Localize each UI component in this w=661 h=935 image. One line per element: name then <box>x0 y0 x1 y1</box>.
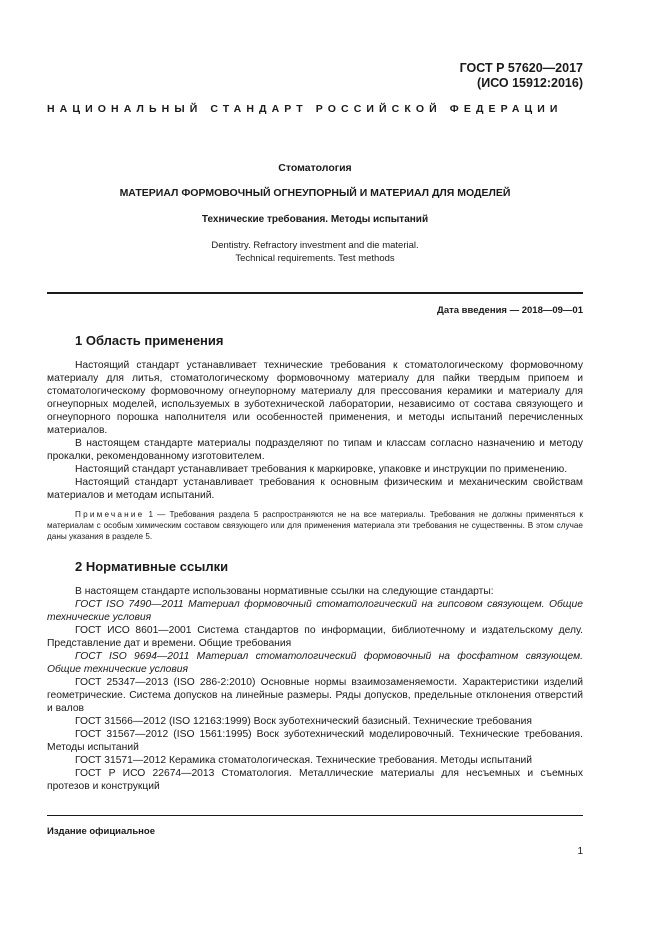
reference-item: ГОСТ 31566—2012 (ISO 12163:1999) Воск зуботехнический базисный. Технические требования <box>75 716 532 727</box>
reference-item: ГОСТ 25347—2013 (ISO 286-2:2010) Основные нормы взаимозаменяемости. Характеристики изделий геометрические. Система допусков на линейные размеры. Ряды допусков, предельные отклонения отверстий и валов <box>47 677 583 714</box>
reference-item: ГОСТ ISO 9694—2011 Материал стоматологический формовочный на фосфатном связующем. Общие технические условия <box>47 651 583 675</box>
paragraph: Настоящий стандарт устанавливает требования к основным физическим и механическим свойствам материалов и методам испытаний. <box>47 477 583 501</box>
standard-code: ГОСТ Р 57620—2017 <box>459 61 583 75</box>
english-title-line2: Technical requirements. Test methods <box>235 253 395 264</box>
field-title: Стоматология <box>278 162 352 174</box>
reference-item: ГОСТ Р ИСО 22674—2013 Стоматология. Металлические материалы для несъемных и съемных протезов и конструкций <box>47 768 583 792</box>
national-standard-title: НАЦИОНАЛЬНЫЙ СТАНДАРТ РОССИЙСКОЙ ФЕДЕРАЦИИ <box>47 103 563 115</box>
paragraph: В настоящем стандарте использованы нормативные ссылки на следующие стандарты: <box>75 586 494 597</box>
official-edition-label: Издание официальное <box>47 826 155 837</box>
section-1-body <box>47 359 583 502</box>
section-1-heading: 1 Область применения <box>75 333 224 348</box>
reference-item: ГОСТ ISO 7490—2011 Материал формовочный стоматологический на гипсовом связующем. Общие технические условия <box>47 599 583 623</box>
paragraph: В настоящем стандарте материалы подразделяют по типам и классам согласно назначению и методу прокалки, рекомендованному изготовителем. <box>47 438 583 462</box>
footer-divider <box>47 815 583 816</box>
effective-date: Дата введения — 2018—09—01 <box>437 305 583 316</box>
title-divider <box>47 292 583 294</box>
note-1 <box>47 509 583 542</box>
note-label: Примечание <box>75 510 145 519</box>
reference-item: ГОСТ 31567—2012 (ISO 1561:1995) Воск зуботехнический моделировочный. Технические требования. Методы испытаний <box>47 729 583 753</box>
reference-item: ГОСТ 31571—2012 Керамика стоматологическая. Технические требования. Методы испытаний <box>75 755 533 766</box>
english-title-line1: Dentistry. Refractory investment and die material. <box>211 240 419 251</box>
document-subtitle: Технические требования. Методы испытаний <box>201 214 429 225</box>
section-2-body <box>47 585 583 793</box>
paragraph: Настоящий стандарт устанавливает технические требования к стоматологическому формовочному материалу для литья, стоматологическому формовочному материалу для пайки твердым припоем и стоматологическому формовочному огнеупорному материалу для прессования керамики и материалу для огнеупорных моделей, используемых в зуботехнической лаборатории, независимо от состава связующего и огнеупорного порошка наполнителя или особенностей применения, и методы испытаний перечисленных материалов. <box>47 360 583 436</box>
note-text: 1 — Требования раздела 5 распространяются не на все материалы. Требования не должны применяться к материалам с особым химическим составом связующего или для применения материала эти требования не существенны. В этом случае даны указания в разделе 5. <box>47 510 583 541</box>
page-number: 1 <box>577 846 583 857</box>
document-title: МАТЕРИАЛ ФОРМОВОЧНЫЙ ОГНЕУПОРНЫЙ И МАТЕРИАЛ ДЛЯ МОДЕЛЕЙ <box>119 187 511 199</box>
reference-item: ГОСТ ИСО 8601—2001 Система стандартов по информации, библиотечному и издательскому делу. Представление дат и времени. Общие требования <box>47 625 583 649</box>
section-2-heading: 2 Нормативные ссылки <box>75 559 229 574</box>
iso-code: (ИСО 15912:2016) <box>477 76 583 90</box>
paragraph: Настоящий стандарт устанавливает требования к маркировке, упаковке и инструкции по применению. <box>75 464 568 475</box>
